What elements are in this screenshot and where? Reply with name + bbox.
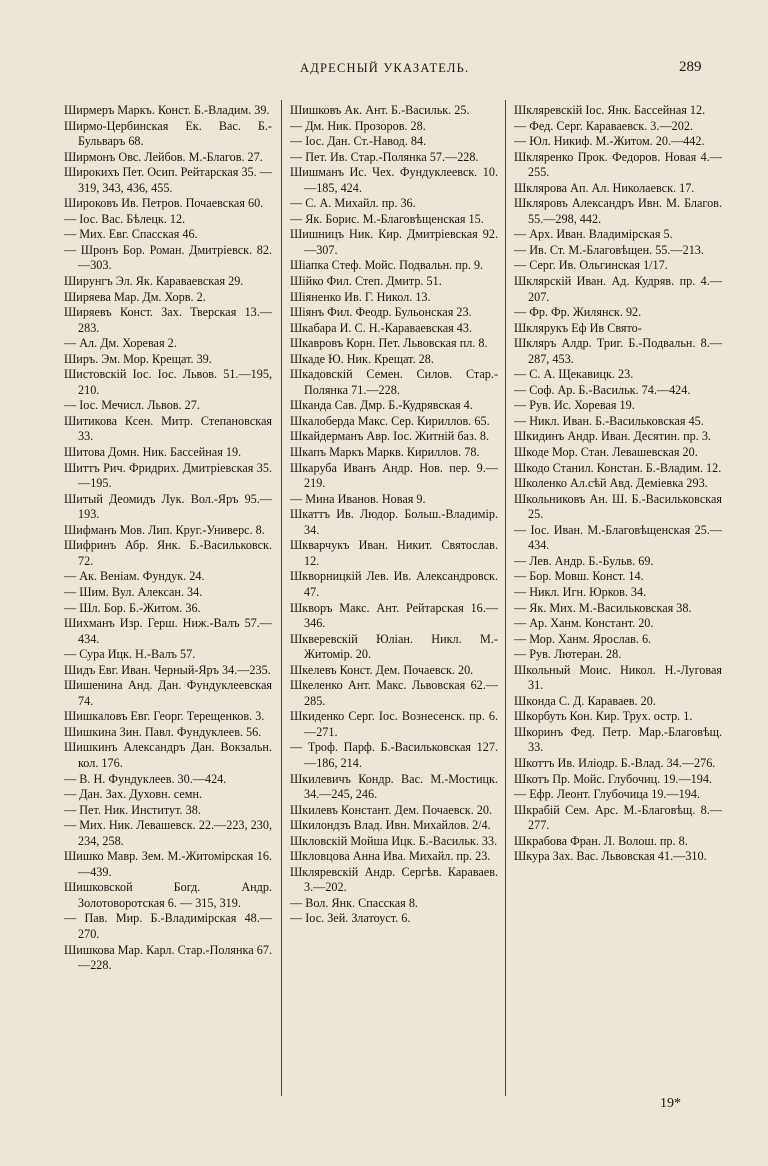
directory-entry: Школьный Моис. Никол. Н.-Луговая 31.: [514, 662, 722, 693]
directory-entry: Шклярукъ Еф Ив Свято-: [514, 320, 642, 335]
directory-entry: Шiапка Стеф. Мойс. Подвальн. пр. 9.: [290, 258, 484, 273]
directory-entry: Шкура Зах. Вас. Львовская 41.—310.: [514, 849, 707, 864]
directory-entry: — Мих. Ник. Левашевск. 22.—223, 230, 234, 258.: [64, 818, 272, 848]
directory-entry: — Шим. Вул. Алексан. 34.: [64, 584, 203, 599]
column-divider-1: [281, 100, 282, 1096]
directory-entry: Шишкова Мар. Карл. Стар.-Полянка 67.—228.: [64, 942, 272, 973]
directory-entry: Шкабара И. С. Н.-Караваевская 43.: [290, 320, 473, 335]
directory-entry: — Рув. Лютеран. 28.: [514, 647, 622, 662]
column-2: [290, 103, 498, 1103]
directory-entry: Шкворницкiй Лев. Ив. Александровск. 47.: [290, 569, 498, 599]
directory-entry: Шитикова Ксен. Митр. Степановская 33.: [64, 413, 272, 444]
directory-entry: Ширяева Мар. Дм. Хорв. 2.: [64, 289, 206, 304]
directory-entry: Шконда С. Д. Караваев. 20.: [514, 693, 656, 708]
directory-entry: Шитова Домн. Ник. Бассейная 19.: [64, 445, 242, 460]
directory-entry: — Рув. Ис. Хоревая 19.: [514, 398, 635, 413]
directory-entry: Шкеленко Ант. Макс. Львовская 62.—285.: [290, 678, 498, 708]
directory-entry: Шкворъ Макс. Ант. Рейтарская 16.—346.: [290, 600, 498, 631]
directory-entry: Ширъ. Эм. Мор. Крещат. 39.: [64, 351, 212, 366]
directory-entry: — С. А. Щекавицк. 23.: [514, 367, 634, 382]
directory-entry: Шкотъ Пр. Мойс. Глубочиц. 19.—194.: [514, 771, 712, 786]
directory-entry: Ширмеръ Маркъ. Конст. Б.-Владим. 39.: [64, 103, 270, 117]
directory-entry: — Ал. Дм. Хоревая 2.: [64, 336, 177, 351]
directory-entry: Шкалоберда Макс. Сер. Кириллов. 65.: [290, 413, 490, 428]
directory-entry: Шишенина Анд. Дан. Фундуклеевская 74.: [64, 678, 272, 708]
page-header: [0, 59, 768, 79]
directory-entry: Шклярова Ап. Ал. Николаевск. 17.: [514, 180, 695, 195]
directory-entry: — Соф. Ар. Б.-Васильк. 74.—424.: [514, 382, 691, 397]
directory-entry: Шишко Мавр. Зем. М.-Житомiрская 16.—439.: [64, 849, 272, 879]
directory-entry: — Іос. Вас. Бѣлецк. 12.: [64, 211, 186, 226]
directory-entry: Шишковъ Ак. Ант. Б.-Васильк. 25.: [290, 103, 470, 117]
directory-entry: — Сура Ицк. Н.-Валъ 57.: [64, 647, 196, 662]
directory-entry: — Як. Мих. М.-Васильковская 38.: [514, 600, 692, 615]
directory-entry: — Фед. Серг. Караваевск. 3.—202.: [514, 118, 693, 133]
directory-entry: Шкрабова Фран. Л. Волош. пр. 8.: [514, 833, 688, 848]
directory-entry: Ширяевъ Конст. Зах. Тверская 13.—283.: [64, 305, 272, 335]
directory-entry: — С. А. Михайл. пр. 36.: [290, 196, 416, 211]
directory-entry: — Ив. Ст. М.-Благовѣщен. 55.—213.: [514, 242, 704, 257]
printer-signature-mark: 19*: [660, 1096, 681, 1111]
directory-entry: Широковъ Ив. Петров. Почаевская 60.: [64, 196, 264, 211]
directory-entry: Шкаттъ Ив. Людор. Больш.-Владимiр. 34.: [290, 507, 498, 537]
directory-entry: Шишкина Зин. Павл. Фундуклеев. 56.: [64, 724, 262, 739]
directory-entry: Шкоде Мор. Стан. Левашевская 20.: [514, 445, 698, 460]
directory-entry: Шкавровъ Корн. Пет. Львовская пл. 8.: [290, 336, 488, 351]
directory-entry: Шкляръ Алдр. Триг. Б.-Подвальн. 8.—287, 453.: [514, 336, 722, 366]
directory-entry: Шкловскiй Мойша Ицк. Б.-Васильк. 33.: [290, 833, 498, 848]
directory-entry: Шкрабiй Сем. Арс. М.-Благовѣщ. 8.—277.: [514, 802, 722, 833]
directory-entry: Школенко Ал.сѣй Авд. Демiевка 293.: [514, 476, 708, 491]
directory-entry: Шiяненко Ив. Г. Никол. 13.: [290, 289, 431, 304]
directory-entry: Шкляревскiй Андр. Сергѣв. Караваев. 3.—202.: [290, 864, 498, 895]
directory-entry: — Вол. Янк. Спасская 8.: [290, 895, 418, 910]
directory-entry: Шифринъ Абр. Янк. Б.-Васильковск. 72.: [64, 538, 272, 568]
directory-entry: — Троф. Парф. Б.-Васильковская 127.—186, 214.: [290, 740, 498, 770]
directory-entry: Шкаруба Иванъ Андр. Нов. пер. 9.—219.: [290, 460, 498, 491]
directory-entry: Шишковской Богд. Андр. Золотоворотская 6. — 315, 319.: [64, 880, 272, 910]
directory-entry: Шкварчукъ Иван. Никит. Святослав. 12.: [290, 538, 498, 568]
directory-entry: Шкилондзъ Влад. Ивн. Михайлов. 2/4.: [290, 818, 491, 833]
directory-entry: Шкодо Станил. Констан. Б.-Владим. 12.: [514, 460, 722, 475]
directory-entry: — Як. Борис. М.-Благовѣщенская 15.: [290, 211, 484, 226]
directory-entry: Ширмонъ Овс. Лейбов. М.-Благов. 27.: [64, 149, 263, 164]
directory-entry: — Пав. Мир. Б.-Владимiрская 48.—270.: [64, 911, 272, 941]
directory-entry: Школьниковъ Ан. Ш. Б.-Васильковская 25.: [514, 491, 722, 522]
directory-entry: — Лев. Андр. Б.-Бульв. 69.: [514, 553, 654, 568]
directory-entry: Ширунгъ Эл. Як. Караваевская 29.: [64, 274, 244, 289]
column-3: [514, 103, 722, 1103]
directory-entry: Шишкинъ Александръ Дан. Вокзальн. кол. 176.: [64, 740, 272, 770]
directory-entry: — Серг. Ив. Ольгинская 1/17.: [514, 258, 668, 273]
directory-entry: Шкверевскiй Юлiан. Никл. М.-Житомiр. 20.: [290, 631, 498, 662]
directory-entry: — Пет. Ник. Институт. 38.: [64, 802, 201, 817]
directory-entry: Шиттъ Рич. Фридрих. Дмитрiевская 35.—195.: [64, 460, 272, 491]
directory-entry: Шихманъ Изр. Герш. Ниж.-Валъ 57.—434.: [64, 616, 272, 646]
directory-entry: Шiянъ Фил. Феодр. Бульонская 23.: [290, 305, 472, 320]
directory-entry: Шкилевъ Констант. Дем. Почаевск. 20.: [290, 802, 493, 817]
directory-entry: Шкидинъ Андр. Иван. Десятин. пр. 3.: [514, 429, 711, 444]
directory-entry: Шкловцова Анна Ива. Михайл. пр. 23.: [290, 849, 491, 864]
directory-entry: Шкляренко Прок. Федоров. Новая 4.—255.: [514, 149, 722, 180]
directory-entry: — Мина Иванов. Новая 9.: [290, 491, 426, 506]
directory-entry: Шкелевъ Конст. Дем. Почаевск. 20.: [290, 662, 474, 677]
directory-entry: — Бор. Мовш. Конст. 14.: [514, 569, 644, 584]
directory-entry: — Ар. Ханм. Констант. 20.: [514, 616, 654, 631]
directory-entry: Шитый Деомидъ Лук. Вол.-Яръ 95.—193.: [64, 491, 272, 522]
directory-entry: Шiйко Фил. Степ. Дмитр. 51.: [290, 274, 442, 289]
directory-entry: — Іос. Мечисл. Львов. 27.: [64, 398, 200, 413]
directory-entry: — Іос. Иван. М.-Благовѣщенская 25.—434.: [514, 522, 722, 553]
directory-entry: — Ефр. Леонт. Глубочица 19.—194.: [514, 787, 700, 802]
directory-entry: Шкиденко Серг. Іос. Вознесенск. пр. 6.—271.: [290, 709, 498, 739]
directory-entry: Шклярскiй Иван. Ад. Кудряв. пр. 4.—207.: [514, 274, 722, 304]
directory-entry: Шифманъ Мов. Лип. Круг.-Универс. 8.: [64, 522, 265, 537]
directory-entry: — Арх. Иван. Владимiрская 5.: [514, 227, 673, 242]
directory-entry: — Мор. Ханм. Ярослав. 6.: [514, 631, 652, 646]
directory-entry: — Фр. Фр. Жилянск. 92.: [514, 305, 642, 320]
page-number: 289: [679, 59, 702, 75]
column-divider-2: [505, 100, 506, 1096]
directory-entry: Шканда Сав. Дмр. Б.-Кудрявская 4.: [290, 398, 473, 413]
directory-entry: Шкорбуть Кон. Кир. Трух. остр. 1.: [514, 709, 693, 724]
directory-entry: Шкоттъ Ив. Илiодр. Б.-Влад. 34.—276.: [514, 755, 716, 770]
directory-entry: — Никл. Игн. Юрков. 34.: [514, 584, 647, 599]
directory-entry: — Іос. Дан. Ст.-Навод. 84.: [290, 134, 427, 149]
running-title: АДРЕСНЫЙ УКАЗАТЕЛЬ.: [300, 61, 470, 75]
directory-entry: Шишницъ Ник. Кир. Дмитрiевская 92.—307.: [290, 227, 498, 257]
directory-entry: Шкайдерманъ Авр. Іос. Житнiй баз. 8.: [290, 429, 489, 444]
directory-entry: Шкадовскiй Семен. Силов. Стар.-Полянка 71.—228.: [290, 367, 498, 397]
directory-entry: — Ак. Венiам. Фундук. 24.: [64, 569, 205, 584]
directory-entry: Шистовскiй Іос. Іос. Львов. 51.—195, 210.: [64, 367, 272, 397]
directory-entry: Шидъ Евг. Иван. Черный-Яръ 34.—235.: [64, 662, 271, 677]
directory-entry: — Юл. Никиф. М.-Житом. 20.—442.: [514, 134, 705, 149]
column-1: [64, 103, 272, 1103]
directory-entry: Шкаде Ю. Ник. Крещат. 28.: [290, 351, 434, 366]
directory-entry: — Никл. Иван. Б.-Васильковская 45.: [514, 413, 704, 428]
directory-entry: — Мих. Евг. Спасская 46.: [64, 227, 198, 242]
directory-entry: Шкапъ Маркъ Маркв. Кириллов. 78.: [290, 445, 480, 460]
directory-entry: — В. Н. Фундуклеев. 30.—424.: [64, 771, 227, 786]
directory-entry: Широкихъ Пет. Осип. Рейтарская 35. — 319, 343, 436, 455.: [64, 165, 272, 195]
directory-entry: — Дан. Зах. Духовн. семн.: [64, 787, 203, 802]
directory-entry: Шкляровъ Александръ Ивн. М. Благов. 55.—298, 442.: [514, 196, 722, 226]
directory-entry: Шкоринъ Фед. Петр. Мар.-Благовѣщ. 33.: [514, 724, 722, 755]
directory-entry: — Дм. Ник. Прозоров. 28.: [290, 118, 426, 133]
directory-entry: — Пет. Ив. Стар.-Полянка 57.—228.: [290, 149, 479, 164]
directory-entry: — Шл. Бор. Б.-Житом. 36.: [64, 600, 201, 615]
directory-entry: Шкляревскiй Іос. Янк. Бассейная 12.: [514, 103, 706, 117]
directory-entry: Ширмо-Цербинская Ек. Вас. Б.-Бульваръ 68.: [64, 118, 272, 149]
directory-entry: Шишманъ Ис. Чех. Фундуклеевск. 10.—185, 424.: [290, 165, 498, 195]
directory-entry: — Шронъ Бор. Роман. Дмитрiевск. 82.—303.: [64, 242, 272, 273]
directory-entry: Шкилевичъ Кондр. Вас. М.-Мостицк. 34.—245, 246.: [290, 771, 498, 802]
directory-entry: — Іос. Зей. Златоуст. 6.: [290, 911, 411, 926]
directory-entry: Шишкаловъ Евг. Георг. Терещенков. 3.: [64, 709, 265, 724]
